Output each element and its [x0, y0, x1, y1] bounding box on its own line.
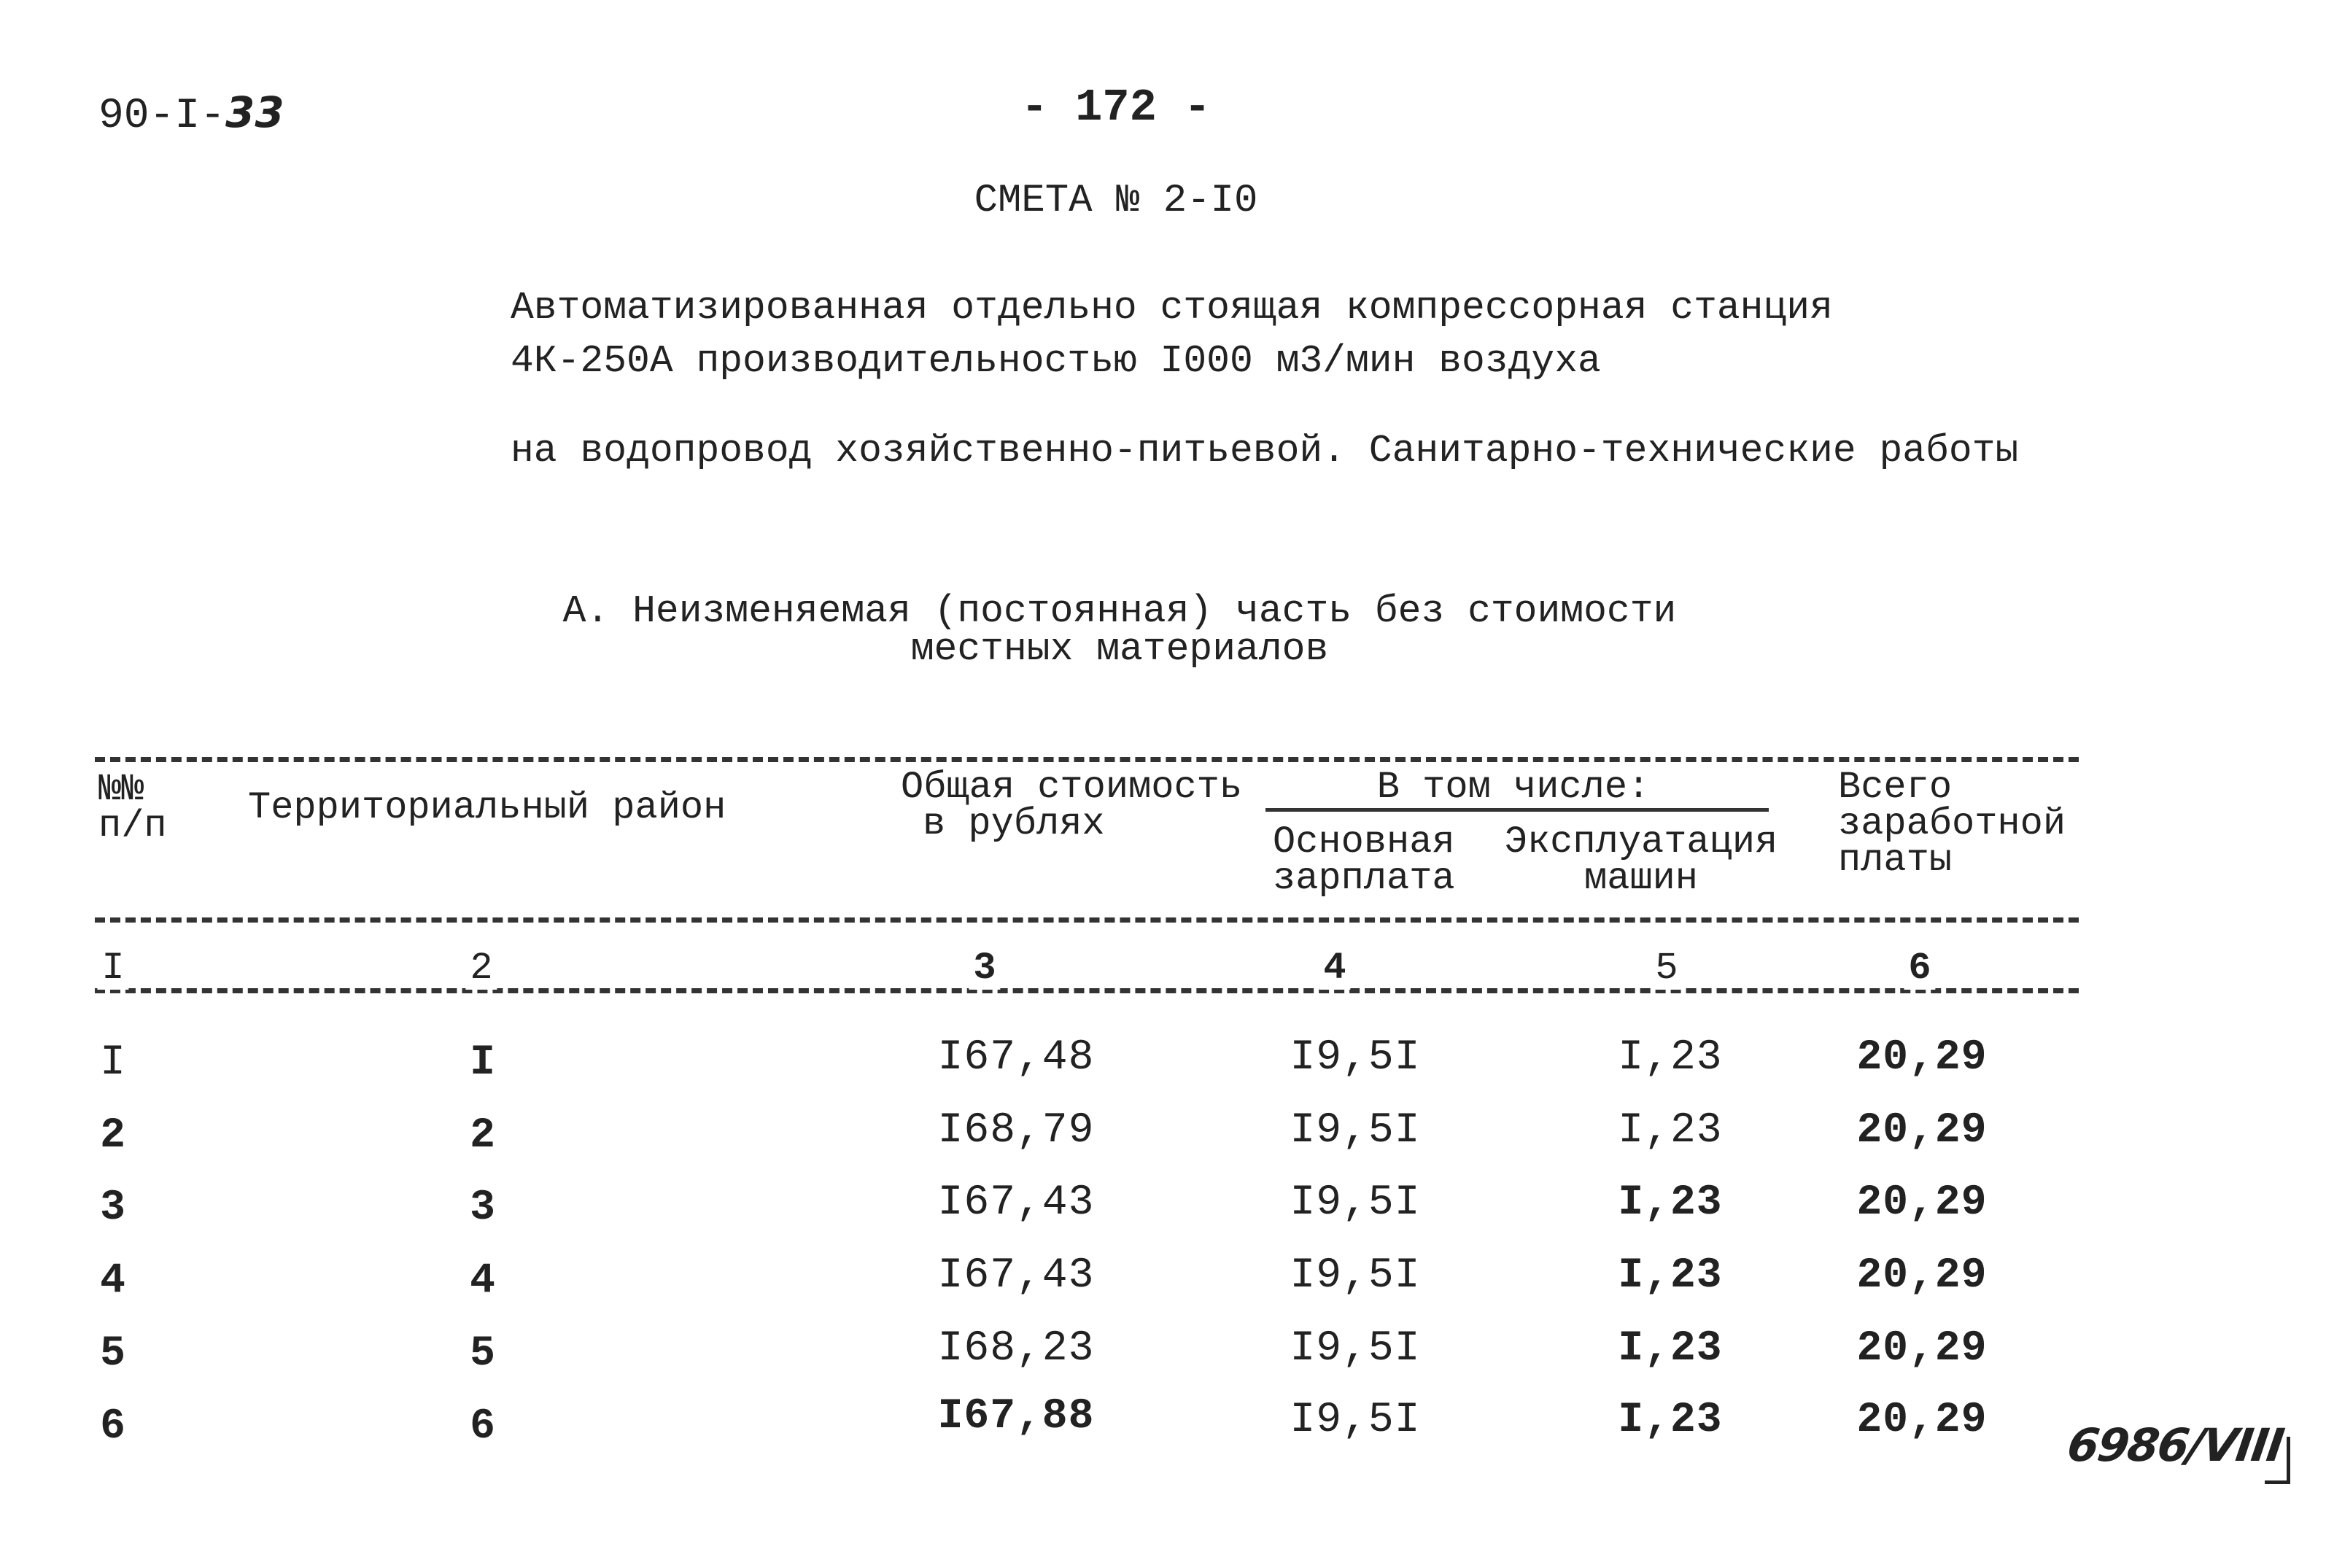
table-top-rule	[95, 757, 2079, 762]
row-wages: 20,29	[1856, 1397, 1988, 1444]
document-code-prefix: 90	[98, 93, 150, 140]
header-machines	[1504, 820, 1778, 900]
document-code-mid: -I-	[149, 93, 226, 140]
row-salary: I9,5I	[1290, 1325, 1421, 1373]
section-heading-line-2: местных материалов	[910, 627, 1329, 671]
document-code	[98, 88, 284, 140]
row-total: I67,43	[937, 1252, 1095, 1300]
header-machines-line-1: Эксплуатация	[1504, 820, 1778, 863]
row-num: 6	[100, 1403, 126, 1451]
header-wages-line-2: заработной	[1838, 802, 2066, 845]
estimate-title: СМЕТА № 2-I0	[974, 179, 1258, 223]
archive-note-bracket	[2265, 1437, 2290, 1484]
section-heading-line-1: А. Неизменяемая (постоянная) часть без стоимости	[562, 589, 1677, 633]
column-number-6: 6	[1904, 947, 1935, 990]
row-salary: I9,5I	[1290, 1252, 1421, 1300]
row-region: 4	[470, 1257, 496, 1305]
row-region: I	[470, 1039, 496, 1087]
header-num	[98, 768, 167, 847]
column-number-1: I	[97, 947, 128, 990]
header-total	[901, 766, 1243, 845]
header-salary	[1273, 820, 1455, 900]
row-total: I67,88	[937, 1393, 1095, 1440]
row-salary: I9,5I	[1290, 1179, 1421, 1227]
row-salary: I9,5I	[1290, 1107, 1421, 1154]
archive-note: 6986/VIII	[2063, 1418, 2287, 1472]
description-line-2: 4К-250А производительностью I000 м3/мин воздуха	[511, 339, 1601, 383]
column-number-5: 5	[1651, 947, 1682, 990]
row-total: I68,79	[937, 1107, 1095, 1154]
row-total: I68,23	[937, 1325, 1095, 1373]
header-salary-line-1: Основная	[1273, 820, 1455, 863]
description-line-1: Автоматизированная отдельно стоящая компрессорная станция	[511, 286, 1833, 330]
header-machines-line-2: машин	[1583, 857, 1699, 900]
row-num: 3	[100, 1184, 126, 1232]
header-total-line-1: Общая стоимость	[901, 766, 1243, 809]
row-machines: I,23	[1618, 1179, 1723, 1227]
row-num: 4	[100, 1257, 126, 1305]
row-total: I67,48	[937, 1034, 1095, 1082]
header-salary-line-2: зарплата	[1273, 857, 1455, 900]
row-num: I	[100, 1039, 126, 1087]
row-region: 5	[470, 1330, 496, 1378]
header-num-line-1: №№	[98, 768, 144, 811]
header-wages	[1838, 766, 2066, 882]
row-num: 5	[100, 1330, 126, 1378]
row-total: I67,43	[937, 1179, 1095, 1227]
header-including: В том числе:	[1376, 766, 1651, 809]
row-region: 3	[470, 1184, 496, 1232]
row-wages: 20,29	[1856, 1325, 1988, 1373]
description-line-3: на водопровод хозяйственно-питьевой. Санитарно-технические работы	[511, 429, 2019, 473]
row-machines: I,23	[1618, 1107, 1723, 1154]
row-machines: I,23	[1618, 1325, 1723, 1373]
row-salary: I9,5I	[1290, 1397, 1421, 1444]
row-region: 6	[470, 1403, 496, 1451]
row-wages: 20,29	[1856, 1034, 1988, 1082]
row-wages: 20,29	[1856, 1179, 1988, 1227]
row-salary: I9,5I	[1290, 1034, 1421, 1082]
table-header-rule	[95, 917, 2079, 923]
row-machines: I,23	[1618, 1252, 1723, 1300]
header-region: Территориальный район	[248, 786, 726, 829]
row-machines: I,23	[1618, 1034, 1723, 1082]
header-num-line-2: п/п	[98, 804, 167, 847]
column-number-2: 2	[465, 947, 497, 990]
header-wages-line-3: платы	[1838, 839, 1953, 882]
row-wages: 20,29	[1856, 1252, 1988, 1300]
document-code-suffix: 33	[225, 88, 284, 137]
row-wages: 20,29	[1856, 1107, 1988, 1154]
header-total-line-2: в рублях	[923, 802, 1105, 845]
row-region: 2	[470, 1112, 496, 1160]
column-number-3: 3	[969, 947, 1000, 990]
page-number: - 172 -	[1020, 82, 1212, 133]
column-number-rule	[95, 988, 2079, 993]
column-number-4: 4	[1319, 947, 1350, 990]
row-machines: I,23	[1618, 1397, 1723, 1444]
row-num: 2	[100, 1112, 126, 1160]
header-wages-line-1: Всего	[1838, 766, 1953, 809]
